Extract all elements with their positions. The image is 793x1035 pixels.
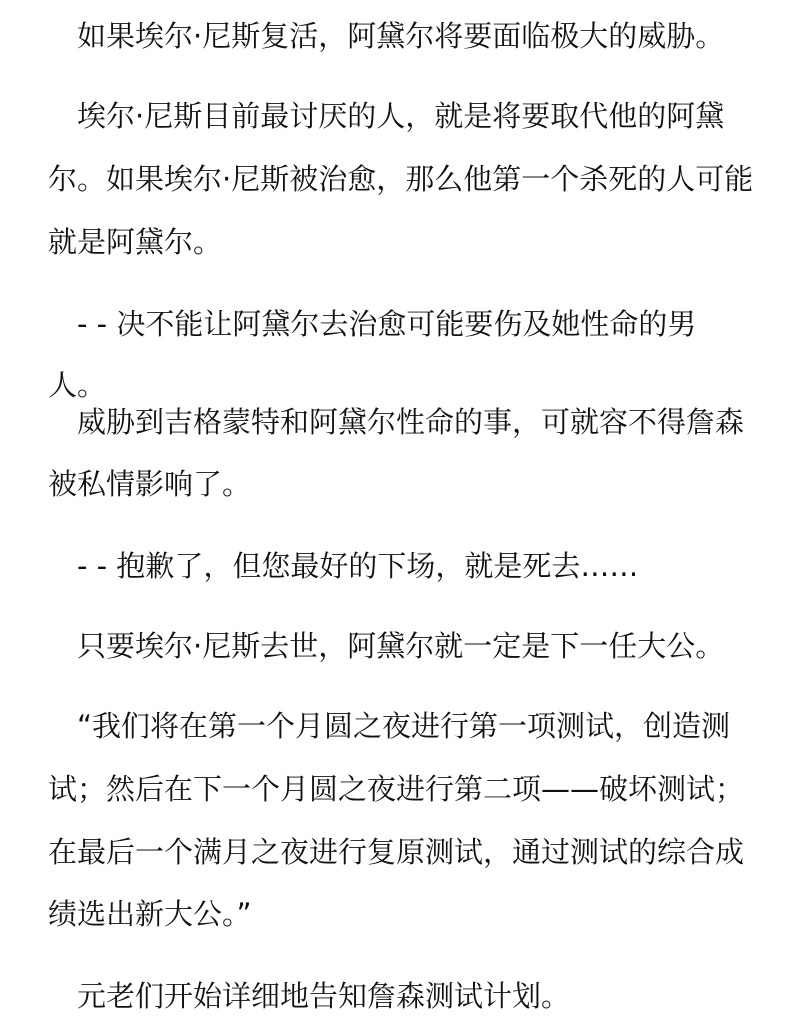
text-line: 在最后一个满月之夜进行复原测试，通过测试的综合成	[48, 835, 745, 869]
text-line: 威胁到吉格蒙特和阿黛尔性命的事，可就容不得詹森	[48, 405, 745, 439]
text-line: - - 决不能让阿黛尔去治愈可能要伤及她性命的男	[48, 307, 697, 341]
text-line: 试；然后在下一个月圆之夜进行第二项——破坏测试；	[48, 772, 745, 806]
text-line: - - 抱歉了，但您最好的下场，就是死去……	[48, 549, 639, 583]
text-line: 人。	[48, 368, 107, 402]
text-line: 只要埃尔·尼斯去世，阿黛尔就一定是下一任大公。	[48, 629, 725, 663]
text-line: 绩选出新大公。”	[48, 897, 252, 931]
text-line: 尔。如果埃尔·尼斯被治愈，那么他第一个杀死的人可能	[48, 162, 754, 196]
text-line: 埃尔·尼斯目前最讨厌的人，就是将要取代他的阿黛	[48, 99, 725, 133]
text-line: 被私情影响了。	[48, 467, 252, 501]
text-line: 元老们开始详细地告知詹森测试计划。	[48, 979, 571, 1013]
text-line: 就是阿黛尔。	[48, 225, 223, 259]
text-line: “我们将在第一个月圆之夜进行第一项测试，创造测	[48, 709, 731, 743]
text-line: 如果埃尔·尼斯复活，阿黛尔将要面临极大的威胁。	[48, 19, 725, 53]
